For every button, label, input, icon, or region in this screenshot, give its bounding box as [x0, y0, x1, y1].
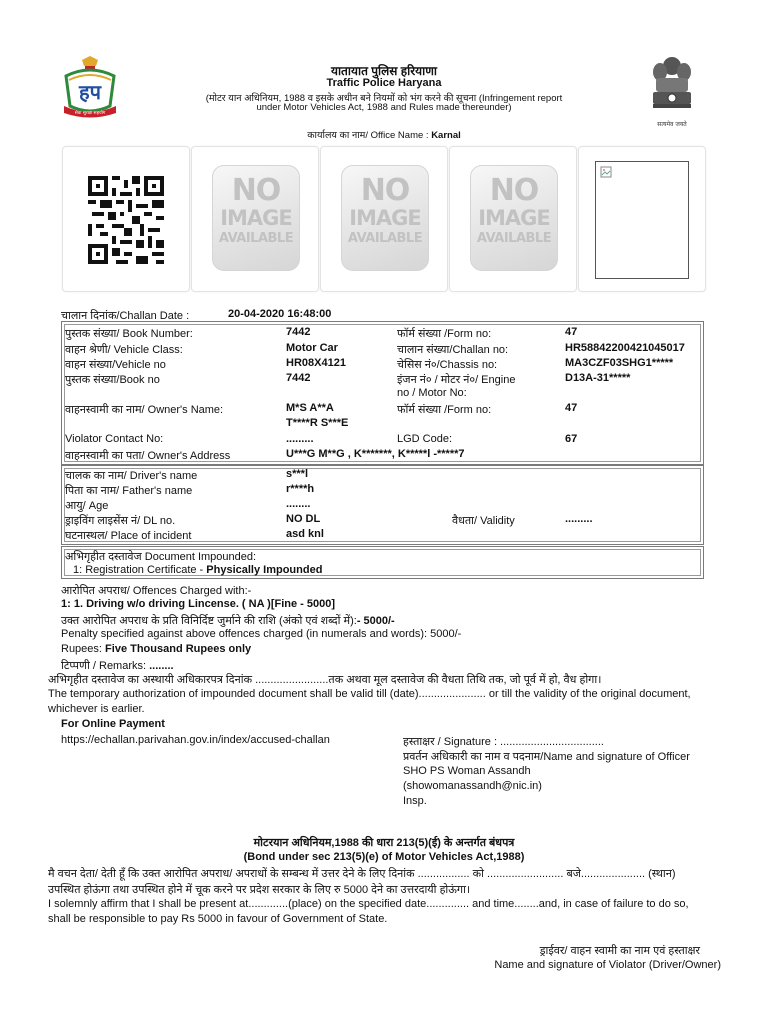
challan-no-label: चालान संख्या/Challan no:: [397, 344, 509, 356]
bond-english-line1: I solemnly affirm that I shall be present at.............(place) on the specified date.............. and time........and, in case of failure to do so,: [48, 898, 689, 910]
haryana-police-logo: [60, 56, 120, 120]
validity-value: .........: [565, 513, 593, 525]
officer-name-label: प्रवर्तन अधिकारी का नाम व पदनाम/Name and signature of Officer: [403, 751, 690, 763]
violator-sign-hindi: ड्राईवर/ वाहन स्वामी का नाम एवं हस्ताक्षर: [539, 945, 700, 957]
no-image-placeholder: [212, 165, 300, 271]
remarks-value: ........: [149, 660, 174, 672]
qr-code-card: [62, 146, 190, 292]
validity-label: वैधता/ Validity: [452, 515, 515, 527]
place-of-incident-value: asd knl: [286, 528, 324, 540]
book-number-value: 7442: [286, 326, 311, 338]
lgd-code-label: LGD Code:: [397, 433, 453, 445]
officer-signature-label: हस्ताक्षर / Signature : ..................................: [403, 736, 604, 748]
chassis-no-value: MA3CZF03SHG1*****: [565, 357, 674, 369]
no-image-placeholder: [341, 165, 429, 271]
age-label: आयु/ Age: [65, 500, 109, 512]
vehicle-class-label: वाहन श्रेणी/ Vehicle Class:: [65, 344, 183, 356]
impounded-status: Physically Impounded: [206, 564, 323, 576]
no-image-text-1: NO: [231, 173, 281, 208]
office-value: Karnal: [431, 130, 461, 141]
driver-name-value: s***l: [286, 468, 309, 480]
penalty-line: Penalty specified against above offences charged (in numerals and words): 5000/-: [61, 628, 462, 640]
remarks-label: टिप्पणी / Remarks:: [61, 660, 147, 672]
age-value: ........: [286, 498, 311, 510]
form-no-2-label: फॉर्म संख्या /Form no:: [397, 404, 492, 416]
office-label: कार्यालय का नाम/ Office Name :: [307, 130, 429, 141]
national-emblem-icon: [650, 54, 694, 132]
challan-no-value: HR58842200421045017: [565, 342, 685, 354]
document-impounded-item: [73, 564, 322, 576]
logo-ribbon-text: सेवा सुरक्षा सहयोग: [74, 111, 106, 116]
bond-hindi-line2: उपस्थित होऊंगा तथा उपस्थित होने में चूक करने पर प्रदेश सरकार के लिए रु 5000 देने का उत्तरदायी होऊंगा।: [48, 884, 471, 896]
violator-contact-label: Violator Contact No:: [65, 433, 164, 445]
place-of-incident-label: घटनास्थल/ Place of incident: [65, 530, 192, 542]
engine-no-value: D13A-31*****: [565, 372, 631, 384]
officer-email: (showomanassandh@nic.in): [403, 780, 542, 792]
no-image-text-3: AVAILABLE: [476, 231, 552, 246]
violator-photo-card: [578, 146, 706, 292]
book-no-value: 7442: [286, 372, 311, 384]
evidence-image-card-1: [191, 146, 319, 292]
violator-contact-value: .........: [286, 433, 314, 445]
challan-date-label: चालान दिनांक/Challan Date :: [61, 310, 190, 322]
no-image-text-1: NO: [489, 173, 539, 208]
offence-line: 1: 1. Driving w/o driving Lincense. ( NA )[Fine - 5000]: [61, 598, 336, 610]
no-image-text-1: NO: [360, 173, 410, 208]
owner-name-value-1: M*S A**A: [286, 402, 334, 414]
title-hindi: यातायात पुलिस हरियाणा: [330, 64, 437, 78]
document-impounded-label: अभिगृहीत दस्तावेज Document Impounded:: [65, 551, 257, 563]
bond-english-line2: shall be responsible to pay Rs 5000 in favour of Government of State.: [48, 913, 388, 925]
officer-name-value: SHO PS Woman Assandh: [403, 765, 531, 777]
vehicle-no-value: HR08X4121: [286, 357, 346, 369]
engine-no-label-2: no / Motor No:: [397, 387, 467, 399]
no-image-text-3: AVAILABLE: [218, 231, 294, 246]
owner-address-value: U***G M**G , K*******, K*****l -*****7: [286, 448, 465, 460]
bond-hindi-line1: मै वचन देता/ देती हूँ कि उक्त आरोपित अपराध/ अपराधों के सम्बन्ध में उत्तर देने के लिए दिनांक ................. को ......................... बजे..................... (स्थान): [48, 868, 676, 880]
rupees-value: Five Thousand Rupees only: [105, 643, 252, 655]
title-english: Traffic Police Haryana: [326, 77, 442, 89]
temp-authorization-line1: The temporary authorization of impounded document shall be valid till (date)...................... or till the validity of the original document,: [48, 688, 691, 700]
father-name-label: पिता का नाम/ Father's name: [65, 485, 193, 497]
office-name: [150, 128, 618, 141]
father-name-value: r****h: [286, 483, 315, 495]
form-no-2-value: 47: [565, 402, 578, 414]
engine-no-label-1: इंजन नं० / मोटर नं०/ Engine: [397, 374, 516, 386]
subtitle-line2: under Motor Vehicles Act, 1988 and Rules made thereunder): [256, 102, 512, 113]
no-image-text-2: IMAGE: [349, 206, 421, 230]
temp-authorization-hindi: अभिगृहीत दस्तावेज का अस्थायी अधिकारपत्र दिनांक ........................तक अथवा मूल दस्तावेज की वैधता तिथि तक, जो पूर्व में हो, वैध होगा।: [48, 674, 602, 686]
book-number-label: पुस्तक संख्या/ Book Number:: [65, 328, 193, 340]
dl-no-label: ड्राइविंग लाइसेंस नं/ DL no.: [65, 515, 176, 527]
temp-authorization-line2: whichever is earlier.: [48, 703, 145, 715]
photo-frame: [595, 161, 689, 279]
bond-title-hindi: मोटरयान अधिनियम,1988 की धारा 213(5)(ई) के अन्तर्गत बंधपत्र: [253, 837, 515, 849]
no-image-text-3: AVAILABLE: [347, 231, 423, 246]
chassis-no-label: चेसिस नं०/Chassis no:: [397, 359, 498, 371]
online-payment-label: For Online Payment: [61, 718, 165, 730]
no-image-text-2: IMAGE: [478, 206, 550, 230]
fine-amount-hindi: [61, 613, 395, 628]
bond-title-english: (Bond under sec 213(5)(e) of Motor Vehicles Act,1988): [243, 851, 525, 863]
form-no-label: फॉर्म संख्या /Form no:: [397, 328, 492, 340]
online-payment-link[interactable]: https://echallan.parivahan.gov.in/index/accused-challan: [61, 734, 330, 746]
driver-name-label: चालक का नाम/ Driver's name: [65, 470, 198, 482]
broken-image-icon: [600, 166, 612, 178]
evidence-image-card-3: [449, 146, 577, 292]
fine-hindi-value: - 5000/-: [356, 615, 395, 627]
remarks-line: [61, 658, 174, 673]
vehicle-class-value: Motor Car: [286, 342, 338, 354]
impounded-item-name: 1: Registration Certificate -: [73, 564, 207, 576]
vehicle-no-label: वाहन संख्या/Vehicle no: [65, 359, 166, 371]
officer-rank: Insp.: [403, 795, 427, 807]
dl-no-value: NO DL: [286, 513, 321, 525]
emblem-motto: सत्यमेव जयते: [657, 121, 687, 128]
rupees-line: [61, 643, 251, 655]
lgd-code-value: 67: [565, 433, 578, 445]
form-no-value: 47: [565, 326, 578, 338]
offences-charged-label: आरोपित अपराध/ Offences Charged with:-: [61, 585, 252, 597]
no-image-text-2: IMAGE: [220, 206, 292, 230]
book-no-label: पुस्तक संख्या/Book no: [65, 374, 160, 386]
logo-text: हप: [79, 80, 101, 104]
challan-date-value: 20-04-2020 16:48:00: [228, 308, 332, 320]
qr-code-icon: [88, 175, 164, 265]
rupees-label: Rupees:: [61, 643, 102, 655]
violator-sign-english: Name and signature of Violator (Driver/Owner): [494, 959, 721, 971]
owner-address-label: वाहनस्वामी का पता/ Owner's Address: [65, 450, 231, 462]
no-image-placeholder: [470, 165, 558, 271]
subtitle-line1: (मोटर यान अधिनियम, 1988 व इसके अधीन बने नियमों को भंग करने की सूचना (Infringement report: [205, 93, 563, 104]
evidence-image-card-2: [320, 146, 448, 292]
fine-hindi-label: उक्त आरोपित अपराध के प्रति विनिर्दिष्ट जुर्माने की राशि (अंको एवं शब्दों में):: [61, 615, 357, 627]
owner-name-label: वाहनस्वामी का नाम/ Owner's Name:: [65, 404, 224, 416]
owner-name-value-2: T****R S***E: [286, 417, 349, 429]
